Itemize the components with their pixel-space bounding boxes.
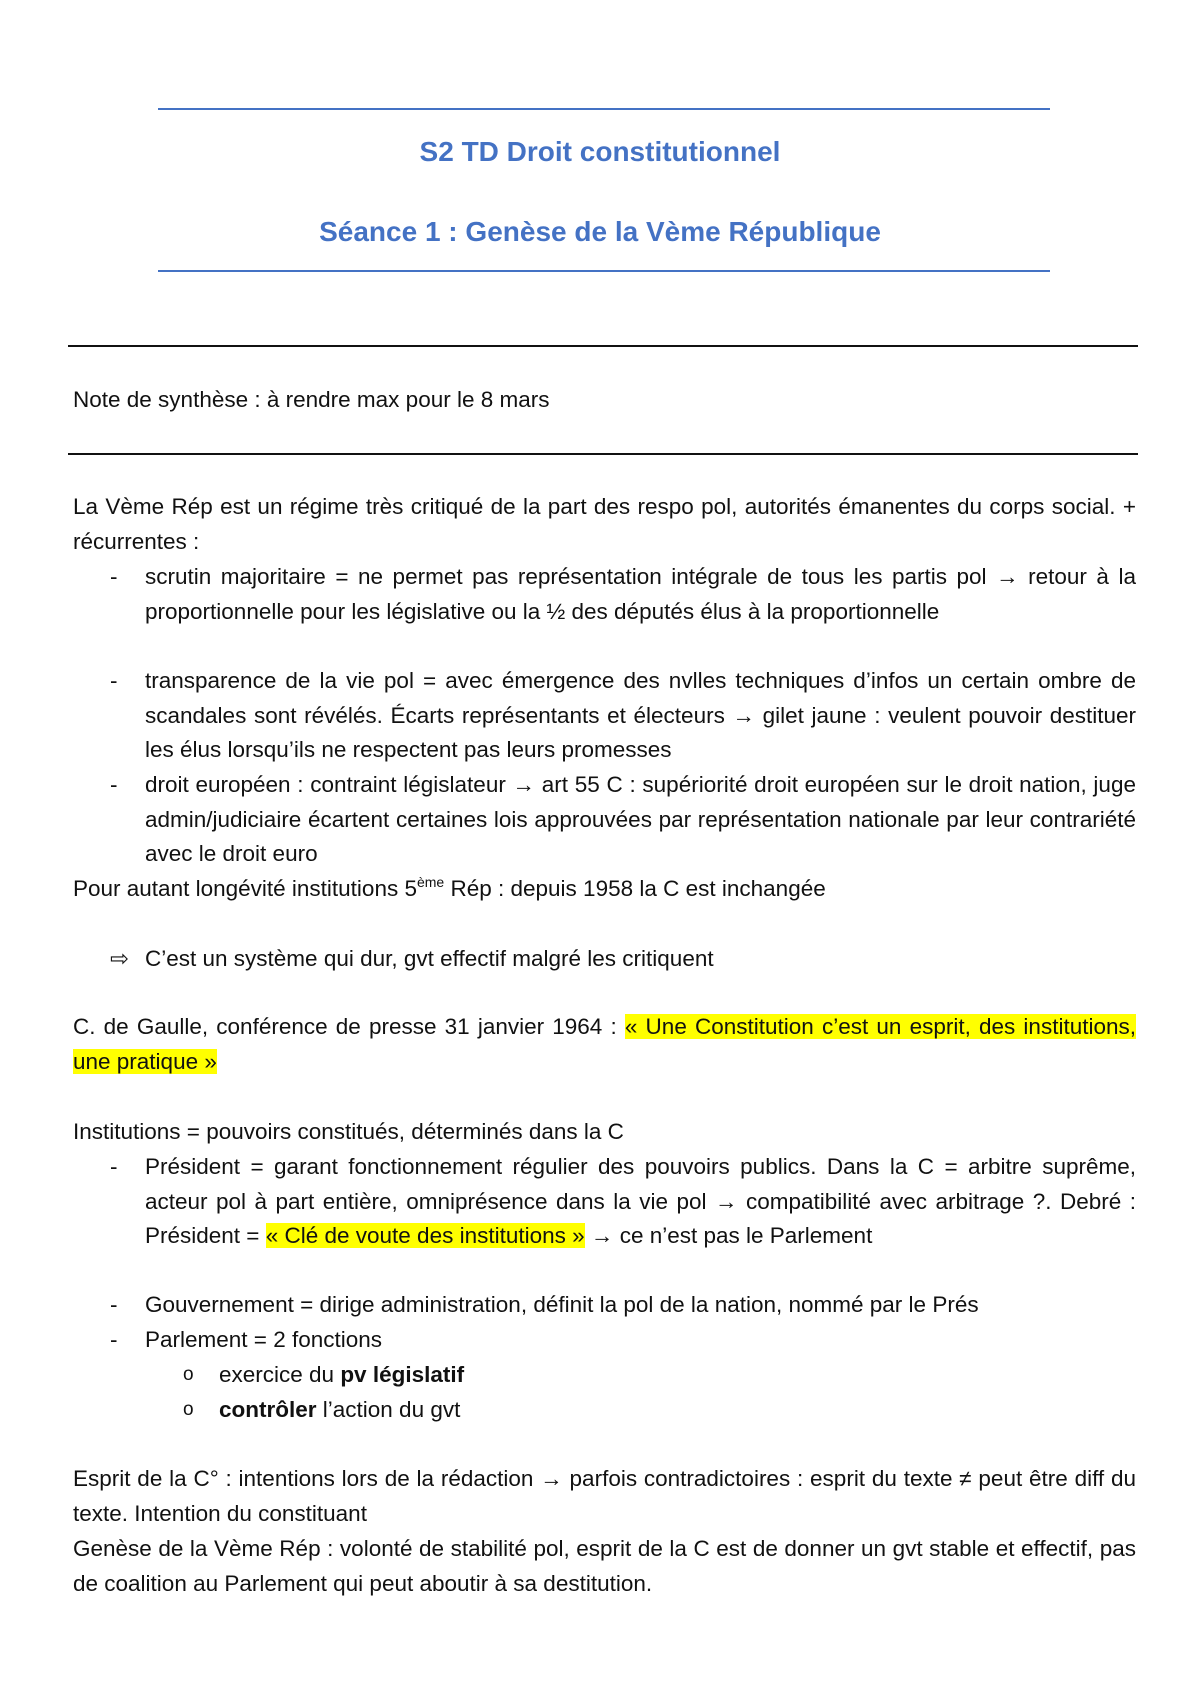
list-item-gouvernement: Gouvernement = dirige administration, définit la pol de la nation, nommé par le Prés [145,1292,979,1317]
deadline-note: Note de synthèse : à rendre max pour le 8 mars [73,387,550,412]
list-item-scrutin: scrutin majoritaire = ne permet pas représentation intégrale de tous les partis pol → retour à la proportionnelle pour les législative ou la ½ des députés élus à la proportionnelle [145,564,1136,624]
esprit-paragraph: Esprit de la C° : intentions lors de la rédaction → parfois contradictoires : esprit du texte ≠ peut être diff du texte. Intention du constituant [73,1466,1137,1526]
list-item-parlement: Parlement = 2 fonctions [145,1327,383,1352]
list-item-transparence: transparence de la vie pol = avec émergence des nvlles techniques d’infos un certain ombre de scandales sont révélés. Écarts représentants et électeurs → gilet jaune : veulent pouvoir destituer les élus lorsqu’ils ne respectent pas leurs promesses [145,668,1136,762]
session-title: Séance 1 : Genèse de la Vème République [319,216,881,247]
bullet-dash: - [110,668,118,693]
highlighted-debre-quote: « Clé de voute des institutions » [265,1223,585,1248]
arrow-icon: → [714,1188,738,1214]
de-gaulle-quote: C. de Gaulle, conférence de presse 31 janvier 1964 : « Une Constitution c’est un esprit, des institutions, une pratique » [73,1014,1136,1074]
bullet-circle: o [183,1399,194,1420]
document-title: S2 TD Droit constitutionnel [419,136,781,167]
conclusion-line: C’est un système qui dur, gvt effectif malgré les critiquent [145,946,714,971]
arrow-icon: → [590,1223,614,1248]
institutions-intro: Institutions = pouvoirs constitués, déterminés dans la C [73,1119,624,1144]
genese-paragraph: Genèse de la Vème Rép : volonté de stabilité pol, esprit de la C est de donner un gvt stable et effectif, pas de coalition au Parlement qui peut aboutir à sa destitution. [73,1536,1136,1596]
intro-paragraph: La Vème Rép est un régime très critiqué de la part des respo pol, autorités émanentes du corps social. + récurrentes : [73,494,1136,554]
arrow-icon: → [732,702,755,728]
bullet-dash: - [110,564,118,589]
hollow-arrow-icon: ⇨ [110,946,129,971]
bullet-dash: - [110,772,118,797]
note-bottom-rule [68,453,1138,455]
highlighted-quote: « Une Constitution c’est un esprit, des institutions, une pratique » [73,1014,1136,1074]
arrow-icon: → [540,1466,563,1491]
bullet-dash: - [110,1292,118,1317]
sublist-item-controle: contrôler l’action du gvt [219,1397,461,1422]
bullet-circle: o [183,1364,194,1385]
longevity-paragraph: Pour autant longévité institutions 5ème Rép : depuis 1958 la C est inchangée [73,874,826,901]
arrow-icon: → [996,564,1019,589]
bullet-dash: - [110,1327,118,1352]
title-bottom-rule [158,270,1050,272]
title-top-rule [158,108,1050,110]
bullet-dash: - [110,1154,118,1179]
list-item-president: Président = garant fonctionnement régulier des pouvoirs publics. Dans la C = arbitre suprême, acteur pol à part entière, omniprésence dans la vie pol → compatibilité avec arbitrage ?. Debré : Président = « Clé de voute des institutions » → ce n’est pas le Parlement [145,1154,1136,1248]
arrow-icon: → [512,772,536,797]
list-item-droit-europeen: droit européen : contraint législateur → art 55 C : supériorité droit européen sur le droit nation, juge admin/judiciaire écartent certaines lois approuvées par représentation nationale par leur contrariété avec le droit euro [145,772,1136,866]
sublist-item-legislatif: exercice du pv législatif [219,1362,465,1387]
note-top-rule [68,345,1138,347]
